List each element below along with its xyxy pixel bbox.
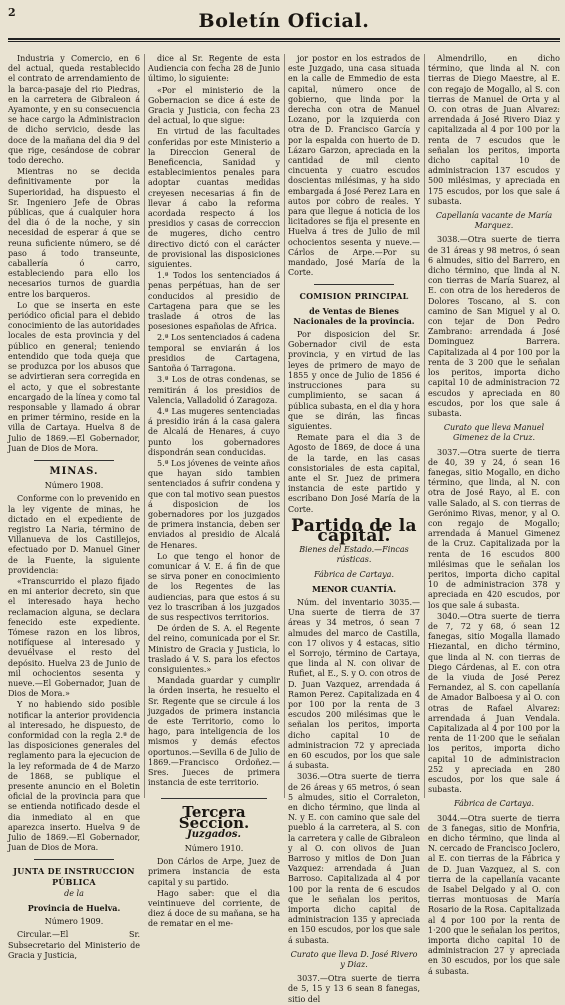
masthead-title: Boletín Oficial.: [198, 10, 370, 32]
paragraph: Mientras no se decida definitivamente por la Superioridad, ha dispuesto el Sr. Ingeniero Jefe de Obras públicas, que á cualquier hora del dia ó de la noche, y sin necesidad de esperar á que se reuna suficiente número, se dé paso á todo transeunte, caballería ó carro, estableciendo para ello los necesarios turnos de guardia entre los barqueros.: [8, 167, 140, 299]
section-heading-minas: MINAS.: [49, 465, 99, 477]
item-number: Número 1909.: [44, 917, 104, 927]
paragraph: Circular.—El Sr. Subsecretario del Ministerio de Gracia y Justicia,: [8, 930, 140, 960]
section-heading-comision: COMISION PRINCIPAL: [299, 291, 409, 302]
paragraph: Conforme con lo prevenido en la ley vigente de minas, he dictado en el expediente de registro La Naria, término de Villanueva de los Castillejos, efectuado por D. Manuel Giner de la Fuente, la siguiente providencia:: [8, 494, 140, 575]
section-subheading: Fábrica de Cartaya.: [313, 569, 394, 579]
paragraph: Lo que se inserta en este periódico oficial para el debido conocimiento de las autoridades locales de esta provincia y del público en general; teniendo entendido que toda queja que se produzca por los abusos que se advirtieran sera corregida en el acto, y que el sobrestante encargado de la línea y como tal responsable y llamado á obrar en primer término, reside en la villa de Cartaya. Huelva 8 de Julio de 1869.—El Gobernador, Juan de Dios de Mora.: [8, 300, 140, 453]
section-heading-junta: JUNTA DE INSTRUCCION PÚBLICA: [13, 866, 135, 887]
section-heading-juzgados: Juzgados.: [187, 828, 241, 840]
column-4: [424, 54, 561, 976]
columns: [8, 54, 561, 1004]
paragraph: Mandada guardar y cumplir la órden inserta, he resuelto el Sr. Regente que se circule á los juzgados de primera instancia de este Territorio, como lo hago, para inteligencia de los mismos y demás efectos oportunos.—Sevilla 6 de Julio de 1869.—Francisco Ordoñez.—Sres. Jueces de primera instancia de este territorio.: [148, 676, 281, 788]
paragraph: De órden de S. A. el Regente del reino, comunicada por el Sr. Ministro de Gracia y Justicia, lo traslado á V. S. para los efectos consiguientes.»: [148, 624, 280, 674]
paragraph: «Por el ministerio de la Gobernacion se dice á este de Gracia y Justicia, con fecha 23 del actual, lo que sigue:: [148, 85, 280, 126]
paragraph: Don Cárlos de Arpe, Juez de primera instancia de esta capital y su partido.: [148, 857, 280, 887]
section-subheading: Curato que lleva D. José Rivero y Diaz.: [290, 949, 418, 970]
paragraph: «Transcurrido el plazo fijado en mi anterior decreto, sin que el interesado haya hecho reclamacion alguna, se declara fenecido este expediente. Tómese razon en los libros, notifíquese al interesado y devuélvase el resto del depósito. Huelva 23 de Junio de mil ochocientos sesenta y nueve.—El Gobernador, Juan de Dios de Mora.»: [8, 576, 140, 699]
paragraph: 3036.—Otra suerte de tierra de 26 áreas y 65 metros, ó sean 5 almudes, sitio el Corraleton, en dicho término, que linda al N. y E. con camino que sale del pueblo á la carretera, al S. con la carretera y calle de Gibraleon y al O. con olivos de Juan Barroso y mitlos de Don Juan Vazquez: arrendada á Juan Barroso. Capitalizada al 4 por 100 por la renta de 6 escudos que le señalan los peritos, importa dicho capital de administracion 135 y apreciada en 150 escudos, por los que sale á subasta.: [288, 772, 420, 945]
header-rule: [8, 38, 560, 40]
paragraph: Almendrillo, en dicho término, que linda al N. con tierras de Diego Maestre, al E. con regajo de Mogallo, al S. con tierras de Manuel de Orta y al O. con otras de Juan Alvarez: arrendada á José Rivero Diaz y capitalizada al 4 por 100 por la renta de 7 escudos que le señalan los peritos, importa dicho capital 10 de administracion 137 escudos y 500 milésimas, y apreciada en 175 escudos, por los que sale á subasta.: [428, 54, 560, 206]
column-3: [284, 54, 420, 1004]
section-subheading: MENOR CUANTÍA.: [312, 583, 396, 594]
section-subheading: Fábrica de Cartaya.: [453, 799, 534, 809]
paragraph: 3.ª Los de otras condenas, se remitirán á los presidios de Valencia, Valladolid ó Zaragoza.: [148, 375, 280, 405]
column-1: [8, 54, 140, 960]
paragraph: Industria y Comercio, en 6 del actual, queda restablecido el contrato de arrendamiento de la barca-pasaje del rio Piedras, en la carretera de Gibraleon á Ayamonte, y en su consecuencia se hace cargo la Administracion de dicho servicio, desde las doce de la mañana del dia 9 del que rige, cesándose de cobrar todo derecho.: [8, 54, 140, 166]
paragraph: Hago saber: que el dia veintinueve del corriente, de diez á doce de su mañana, se ha de rematar en el me-: [148, 888, 280, 929]
paragraph: 4.ª Las mugeres sentenciadas á presidio irán á la casa galera de Alcalá de Henares, á cuyo punto los gobernadores dispondrán sean conducidas.: [148, 406, 280, 457]
paragraph: Por disposicion del Sr. Gobernador civil de esta provincia, y en virtud de las leyes de primero de mayo de 1855 y once de Julio de 1856 é instrucciones para su cumplimiento, se sacan á pública subasta, en el dia y hora que se dirán, las fincas siguientes.: [288, 330, 420, 431]
section-subheading: Bienes del Estado.—Fincas rústicas.: [299, 545, 409, 565]
paragraph: Lo que tengo el honor de comunicar á V. E. á fin de que se sirva poner en conocimiento de los Regentes de las audiencias, para que estos á su vez lo trascriban á los juzgados de sus respectivos territorios.: [148, 551, 280, 622]
paragraph: 3044.—Otra suerte de tierra de 3 fanegas, sitio de Monfria, en dicho término, que linda al N. cercado de Francisco Joclero, al E. con tierras de la Fábrica y de D. Juan Vazquez, al S. con tierra de la capellanía vacante de Isabel Delgado y al O. con tierras montuosas de María Rosario de la Rosa. Capitalizada al 4 por 100 por la renta de 1·200 que le señalan los peritos, importa dicho capital 10 de administracion 27 y apreciada en 30 escudos, por los que sale á subasta.: [428, 813, 561, 976]
paragraph: 3038.—Otra suerte de tierra de 31 áreas y 98 metros, ó sean 6 almudes, sitio del Barrero, en dicho término, que linda al N. con tierras de María Suarez, al E. con otra de los herederos de Dolores Toscano, al S. con camino de San Miguel y al O. con tejar de Don Pedro Zambrano: arrendada á José Dominguez Barrera. Capitalizada al 4 por 100 por la renta de 3 200 que le señalan los peritos, importa dicho capital 10 de administracion 72 escudos y apreciada en 80 escudos, por los que sale á subasta.: [428, 235, 560, 418]
section-subheading: de la: [64, 888, 84, 898]
section-subheading: Curato que lleva Manuel Gimenez de la Cruz.: [443, 423, 545, 443]
paragraph: 3037.—Otra suerte de tierra de 40, 39 y 24, ó sean 16 fanegas, sitio Mogallo, en dicho término, que linda, al N. con otra de José Rayo, al E. con valle Salado, al S. con tierras de Gerónimo Rivas, menor, y al O. con regajo de Mogallo; arrendada á Manuel Gimenez de la Cruz. Capitalizada por la renta de 16 escudos 800 milésimas que le señalan los peritos, importa dicho capital 10 de administracion 378 y apreciada en 420 escudos, por los que sale á subasta.: [428, 447, 560, 610]
separator: [314, 284, 393, 285]
section-subheading: Capellanía vacante de María Marquez.: [435, 211, 553, 231]
header-rule-thin: [8, 41, 560, 42]
item-number: Número 1910.: [184, 844, 244, 854]
paragraph: jor postor en los estrados de este Juzgado, una casa situada en la calle de Emmedio de esta capital, número once de gobierno, que linda por la derecha con otra de Manuel Lozano, por la izquierda con otra de D. Francisco García y por la espalda con huerto de D. Lázaro Garzon, apreciada en la cantidad de mil ciento cincuenta y cuatro escudos doscientas milésimas, y ha sido embargada á José Perez Lara en autos por cobro de reales. Y para que llegue á noticia de los licitadores se fija el presente en Huelva á tres de Julio de mil ochocientos sesenta y nueve.—Cárlos de Arpe.—Por su mandado, José María de la Corte.: [288, 54, 420, 278]
separator: [34, 460, 113, 461]
paragraph: Remate para el dia 3 de Agosto de 1869, de doce á una de la tarde, en las casas consistoriales de esta capital, ante el Sr. Juez de primera instancia de este partido y escribano Don José María de la Corte.: [288, 433, 420, 514]
page-number: 2: [8, 6, 16, 19]
paragraph: Núm. del inventario 3035.—Una suerte de tierra de 37 áreas y 34 metros, ó sean 7 almudes del marco de Castilla, con 17 olivos y 4 estacas, sitio el Sorrojo, término de Cartaya, que linda al N. con olivar de Rufiet, al E., S. y O. con otros de D. Juan Vazquez, arrendada á Ramon Perez. Capitalizada en 4 por 100 por la renta de 3 escudos 200 milésimas que le señalan los peritos, importa dicho capital 10 de administracion 72 y apreciada en 60 escudos, por los que sale á subasta.: [288, 597, 420, 771]
column-2: [144, 54, 281, 929]
page-header: [8, 4, 560, 42]
separator: [34, 859, 113, 860]
paragraph: Y no habiendo sido posible notificar la anterior providencia al interesado, he dispuesto, de conformidad con la regla 2.ª de las disposiciones generales del reglamento para la ejecucion de la ley reformada de 4 de Marzo de 1868, se publique el presente anuncio en el Boletin oficial de la provincia para que se entienda notificado desde el dia inmediato al en que aparezca inserto. Huelva 9 de Julio de 1869.—El Gobernador, Juan de Dios de Mora.: [8, 700, 140, 853]
section-subheading: de Ventas de Bienes Nacionales de la provincia.: [293, 305, 415, 326]
paragraph: dice al Sr. Regente de esta Audiencia con fecha 28 de Junio último, lo siguiente:: [148, 54, 280, 84]
separator: [161, 798, 267, 799]
paragraph: 5.ª Los jóvenes de veinte años que hayan sido tambien sentenciados á sufrir condena y que con tal motivo sean puestos á disposicion de los gobernadores por los juzgados de primera instancia, deben ser enviados al presidio de Alcalá de Henares.: [148, 458, 280, 550]
paragraph: 2.ª Los sentenciados á cadena temporal se enviarán á los presidios de Cartagena, Santoña ó Tarragona.: [148, 333, 280, 374]
section-subheading: Provincia de Huelva.: [27, 903, 121, 914]
paragraph: 3037.—Otra suerte de tierra de 5, 15 y 13 6 sean 8 fanegas, sitio del: [288, 974, 420, 1004]
paragraph: 3040.—Otra suerte de tierra de 7, 72 y 68, ó sean 12 fanegas, sitio Mogalla llamado Hiezantal, en dicho término, que linda al N. con tierras de Diego Cárdenas, al E. con otra de la viuda de José Perez Fernandez, al S. con capellanía de Amador Balboesa y al O. con otras de Rafael Alvarez: arrendada á Juan Vendala. Capitalizada al 4 por 100 por la renta de 11·200 que le señalan los peritos, importa dicho capital 10 de administracion 252 y apreciada en 280 escudos, por los que sale á subasta.: [428, 611, 560, 795]
section-heading-partido: Partido de la capital.: [291, 515, 417, 546]
paragraph: 1.ª Todos los sentenciados á penas perpétuas, han de ser conducidos al presidio de Cartagena para que se les traslade á otros de las posesiones españolas de Africa.: [148, 271, 280, 332]
paragraph: En virtud de las facultades conferidas por este Ministerio a la Direccion General de Beneficencia, Sanidad y establecimientos penales para adoptar cuantas medidas creyesen necesarias á fin de llevar á cabo la reforma acordada respecto á los presidios y casas de correccion de mugeres, dicho centro directivo dictó con el carácter de provisional las disposiciones siguientes.: [148, 127, 280, 270]
section-heading-tercera: Tercera Seccion.: [178, 803, 250, 832]
item-number: Número 1908.: [44, 481, 104, 491]
